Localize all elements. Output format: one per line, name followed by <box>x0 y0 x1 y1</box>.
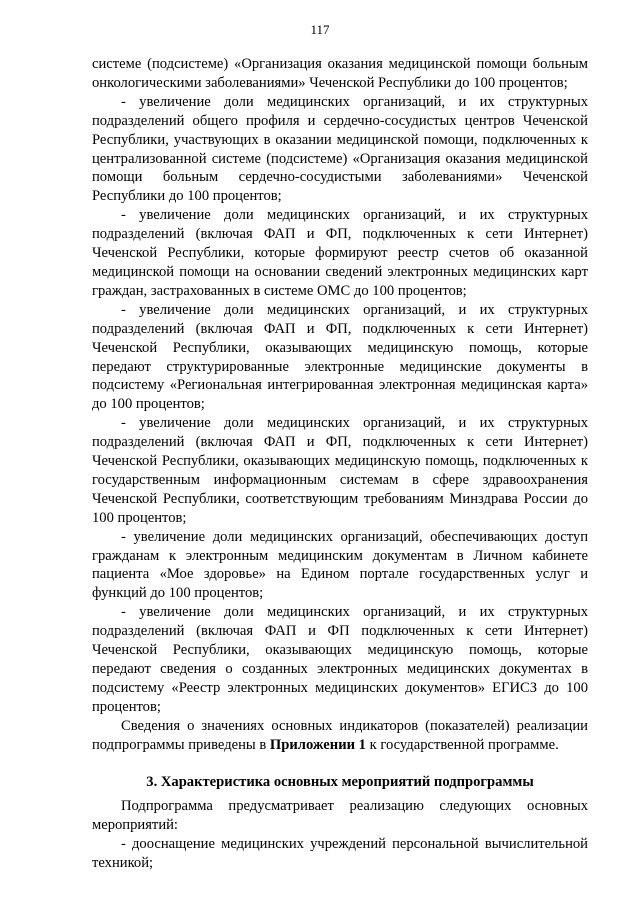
summary-text-start: Сведения о значениях основных индикаторов (показателей) реализации подпрограммы приведены в <box>92 717 588 753</box>
section-intro: Подпрограмма предусматривает реализацию следующих основных мероприятий: <box>92 798 588 834</box>
list-item: - увеличение доли медицинских организаций, и их структурных подразделений (включая ФАП и ФП, подключенных к сети Интернет) Чеченской Республики, оказывающих медицинскую помощь, которые передают структурированные электронные медицинские документы в подсистему «Региональная интегрированная электронная медицинская карта» до 100 процентов; <box>92 301 588 413</box>
summary-text-end: к государственной программе. <box>365 736 559 753</box>
section-heading: 3. Характеристика основных мероприятий подпрограммы <box>146 773 534 790</box>
list-item: - увеличение доли медицинских организаций, обеспечивающих доступ гражданам к электронным медицинским документам в Личном кабинете пациента «Мое здоровье» на Едином портале государственных услуг и функций до 100 процентов; <box>92 528 588 602</box>
list-item: - дооснащение медицинских учреждений персональной вычислительной техникой; <box>92 836 588 872</box>
document-body <box>92 55 588 873</box>
list-item: - увеличение доли медицинских организаций, и их структурных подразделений (включая ФАП и ФП, подключенных к сети Интернет) Чеченской Республики, оказывающих медицинскую помощь, подключенных к государственным информационным системам в сфере здравоохранения Чеченской Республики, соответствующим требованиям Минздрава России до 100 процентов; <box>92 415 588 526</box>
list-item: - увеличение доли медицинских организаций, и их структурных подразделений (включая ФАП и ФП, подключенных к сети Интернет) Чеченской Республики, которые формируют реестр счетов об оказанной медицинской помощи на основании сведений электронных медицинских карт граждан, застрахованных в системе ОМС до 100 процентов; <box>92 207 588 299</box>
page-number: 117 <box>310 22 330 37</box>
list-item: - увеличение доли медицинских организаций, и их структурных подразделений общего профиля и сердечно-сосудистых центров Чеченской Республики, участвующих в оказании медицинской помощи, подключенных к централизованной системе (подсистеме) «Организация оказания медицинской помощи больным сердечно-сосудистыми заболеваниями» Чеченской Республики до 100 процентов; <box>92 93 588 205</box>
list-item: - увеличение доли медицинских организаций, и их структурных подразделений (включая ФАП и ФП подключенных к сети Интернет) Чеченской Республики, оказывающих медицинскую помощь, которые передают сведения о созданных электронных медицинских документах в подсистему «Реестр электронных медицинских документов» ЕГИСЗ до 100 процентов; <box>92 604 588 715</box>
summary-paragraph <box>92 717 588 755</box>
appendix-reference: Приложении 1 <box>269 736 366 753</box>
paragraph-continuation: системе (подсистеме) «Организация оказания медицинской помощи больным онкологическими заболеваниями» Чеченской Республики до 100 процентов; <box>92 56 588 91</box>
